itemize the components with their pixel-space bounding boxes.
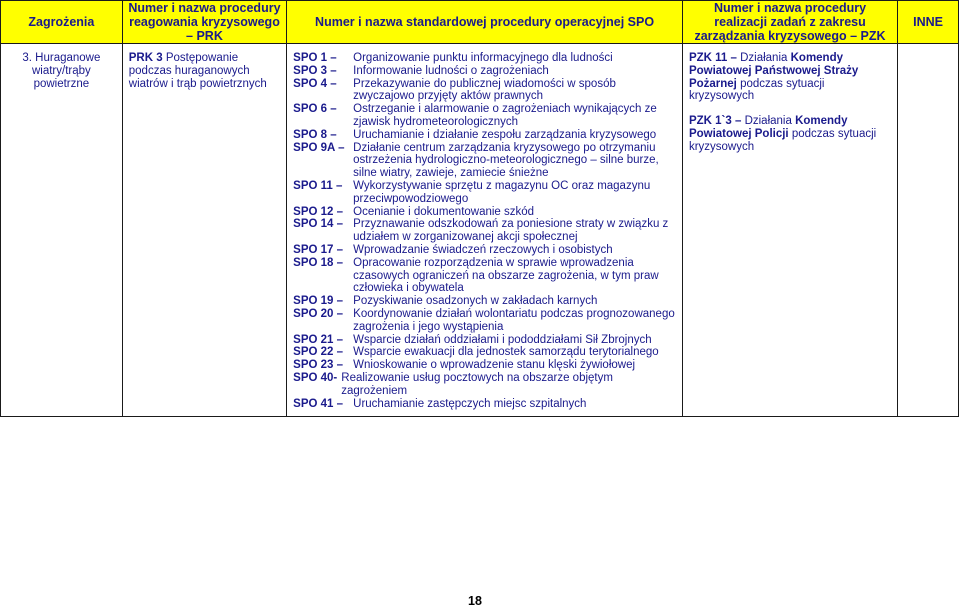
spo-item (293, 129, 676, 142)
spo-code: SPO 22 – (293, 346, 344, 359)
spo-item (293, 218, 676, 244)
spo-item (293, 398, 676, 411)
spo-text: Uruchamianie i działanie zespołu zarządzania kryzysowego (353, 128, 657, 141)
spo-code: SPO 11 – (293, 179, 343, 192)
spo-code: SPO 20 – (293, 307, 344, 320)
spo-text: Informowanie ludności o zagrożeniach (353, 64, 549, 77)
spo-item (293, 334, 676, 347)
spo-item (293, 52, 676, 65)
spo-code: SPO 14 – (293, 218, 344, 231)
spo-text: Ostrzeganie i alarmowanie o zagrożeniach wynikających ze zjawisk hydrometeorologicznych (353, 103, 657, 128)
spo-code: SPO 8 – (293, 128, 337, 141)
spo-text: Wsparcie działań oddziałami i pododdziałami Sił Zbrojnych (353, 333, 652, 346)
prk-cell (122, 44, 286, 417)
spo-code: SPO 19 – (293, 295, 344, 308)
pzk-tail: podczas sytuacji kryzysowych (688, 127, 877, 153)
spo-text: Przyznawanie odszkodowań za poniesione straty w związku z udziałem w zorganizowanej akcji społecznej (353, 218, 669, 244)
pzk-tail: podczas sytuacji kryzysowych (688, 77, 825, 103)
spo-text: Wprowadzanie świadczeń rzeczowych i osobistych (353, 243, 613, 256)
spo-item (293, 295, 676, 308)
spo-item (293, 103, 676, 129)
spo-code: SPO 18 – (293, 256, 344, 269)
pzk-code: PZK 1`3 – (688, 115, 742, 128)
prk-code: PRK 3 (128, 52, 163, 64)
pzk-lead: Działania (740, 52, 788, 64)
spo-code: SPO 1 – (293, 52, 337, 64)
spo-text: Opracowanie rozporządzenia w sprawie wprowadzenia czasowych ograniczeń na obszarze zagrożenia, w tym praw człowieka i obywatela (353, 256, 659, 295)
page-number: 18 (468, 594, 482, 608)
pzk-code: PZK 11 – (688, 52, 737, 64)
header-spo: Numer i nazwa standardowej procedury operacyjnej SPO (287, 1, 683, 44)
spo-text: Przekazywanie do publicznej wiadomości w sposób zwyczajowo przyjęty aktów prawnych (353, 77, 616, 103)
spo-text: Wykorzystywanie sprzętu z magazynu OC oraz magazynu przeciwpowodziowego (353, 179, 651, 205)
spo-list (293, 52, 676, 410)
pzk-item (689, 115, 891, 153)
prk-text: Postępowanie podczas huraganowych wiatrów i trąb powietrznych (128, 52, 267, 90)
pzk-unit: Komendy Powiatowej Państwowej Straży Pożarnej (688, 52, 859, 90)
spo-code: SPO 6 – (293, 103, 337, 116)
spo-item (293, 359, 676, 372)
spo-text: Ocenianie i dokumentowanie szkód (353, 205, 535, 218)
table-row (1, 44, 959, 417)
spo-item (293, 372, 676, 398)
header-other: INNE (898, 1, 959, 44)
pzk-unit: Komendy Powiatowej Policji (688, 115, 848, 140)
spo-text: Działanie centrum zarządzania kryzysowego po otrzymaniu ostrzeżenia hydrologiczno-meteorologicznego – silne burze, silne wiatry, zawieje, zamiecie śnieżne (353, 141, 659, 180)
spo-cell (287, 44, 683, 417)
pzk-list (689, 52, 891, 154)
spo-item (293, 142, 676, 180)
other-cell (898, 44, 959, 417)
spo-code: SPO 17 – (293, 243, 344, 256)
pzk-cell (682, 44, 897, 417)
spo-code: SPO 41 – (293, 397, 344, 410)
spo-code: SPO 23 – (293, 359, 344, 372)
header-threat: Zagrożenia (1, 1, 123, 44)
spo-item (293, 206, 676, 219)
spo-text: Wsparcie ewakuacji dla jednostek samorządu terytorialnego (353, 346, 659, 359)
spo-item (293, 244, 676, 257)
spo-item (293, 65, 676, 78)
header-prk: Numer i nazwa procedury reagowania kryzysowego – PRK (122, 1, 286, 44)
spo-item (293, 308, 676, 334)
spo-text: Uruchamianie zastępczych miejsc szpitalnych (353, 397, 587, 410)
spo-code: SPO 3 – (293, 64, 337, 77)
spo-item (293, 180, 676, 206)
threat-cell (1, 44, 123, 417)
spo-item (293, 257, 676, 295)
spo-text: Koordynowanie działań wolontariatu podczas prognozowanego zagrożenia i jego wystąpienia (353, 307, 675, 333)
spo-text: Wnioskowanie o wprowadzenie stanu klęski żywiołowej (353, 359, 636, 372)
spo-text: Organizowanie punktu informacyjnego dla ludności (353, 52, 613, 64)
pzk-item (689, 52, 891, 103)
spo-item (293, 78, 676, 104)
spo-code: SPO 9A – (293, 141, 345, 154)
spo-code: SPO 40- (293, 371, 338, 384)
threat-text: Huraganowe wiatry/trąby powietrzne (31, 52, 101, 90)
spo-text: Realizowanie usług pocztowych na obszarze objętym zagrożeniem (341, 371, 613, 397)
threat-number: 3. (22, 52, 32, 64)
pzk-lead: Działania (744, 115, 792, 128)
header-pzk: Numer i nazwa procedury realizacji zadań z zakresu zarządzania kryzysowego – PZK (682, 1, 897, 44)
spo-code: SPO 12 – (293, 205, 344, 218)
header-row (1, 1, 959, 44)
spo-text: Pozyskiwanie osadzonych w zakładach karnych (353, 295, 598, 308)
spo-item (293, 346, 676, 359)
spo-code: SPO 21 – (293, 333, 344, 346)
spo-code: SPO 4 – (293, 77, 337, 90)
